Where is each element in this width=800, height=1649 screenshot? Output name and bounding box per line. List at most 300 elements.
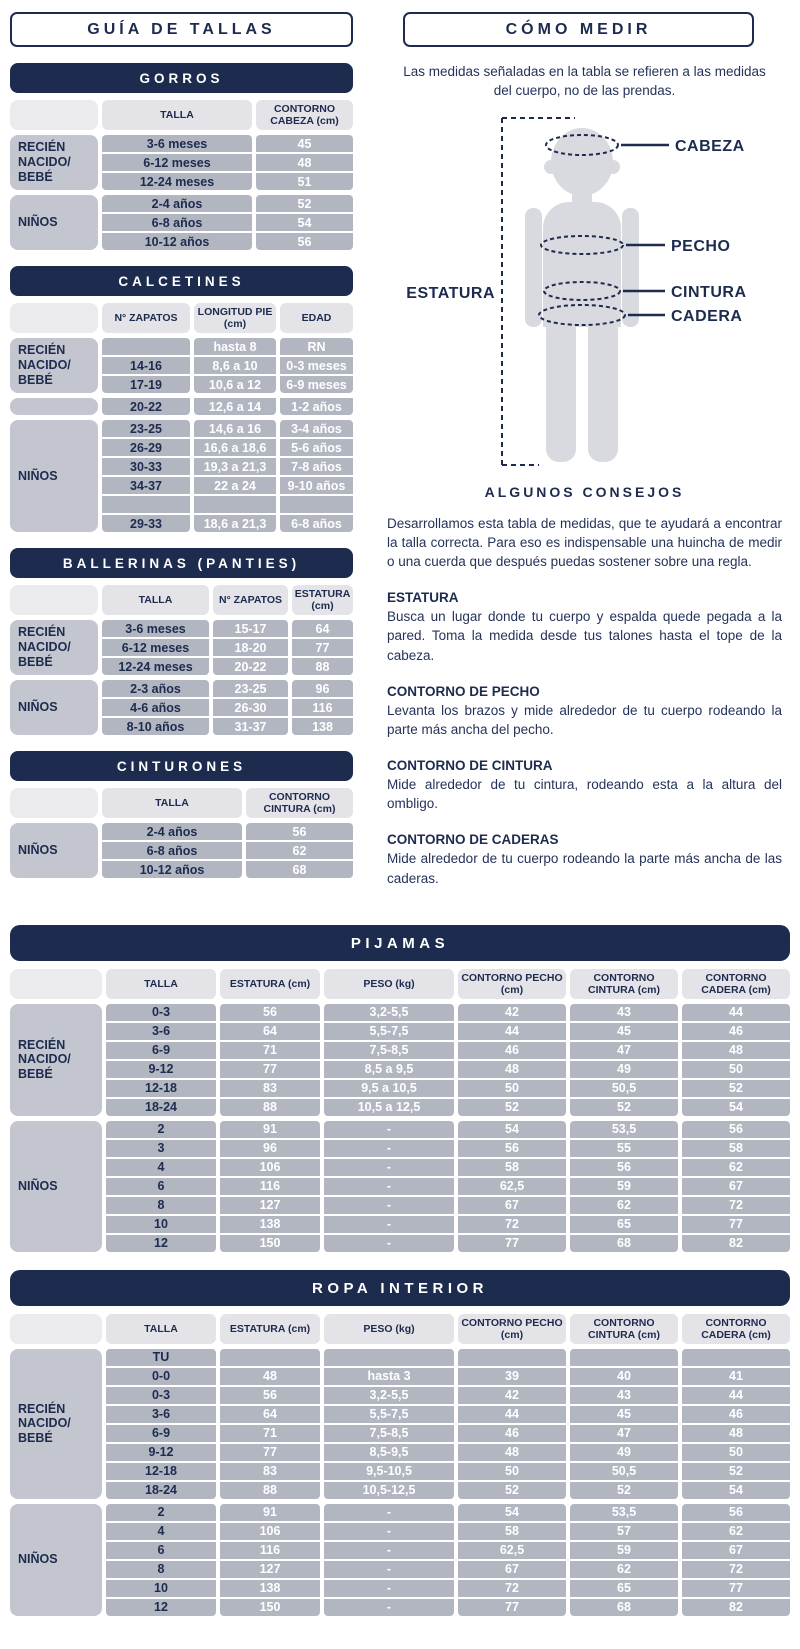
table-cell: 4-6 años <box>102 699 209 716</box>
section-title-pijamas: PIJAMAS <box>10 925 790 961</box>
table-cell: 71 <box>220 1042 320 1059</box>
table-cell: 34-37 <box>102 477 190 494</box>
table-cell: 68 <box>570 1235 678 1252</box>
table-cell: 48 <box>256 154 353 171</box>
table-cell: 7,5-8,5 <box>324 1425 454 1442</box>
table-row <box>106 1140 790 1157</box>
table-cell: 26-30 <box>213 699 288 716</box>
table-header-row <box>10 585 353 615</box>
table-cell: 0-3 <box>106 1004 216 1021</box>
table-cell: 10 <box>106 1580 216 1597</box>
row-group <box>10 1349 790 1499</box>
table-cell: 72 <box>458 1216 566 1233</box>
corner-cell <box>10 969 102 999</box>
column-header: N° ZAPATOS <box>102 303 190 333</box>
section-title-ropa: ROPA INTERIOR <box>10 1270 790 1306</box>
top-section <box>10 12 790 907</box>
table-row <box>102 338 353 355</box>
table-cell: 55 <box>570 1140 678 1157</box>
table-cell: 10,5 a 12,5 <box>324 1099 454 1116</box>
tip-heading: ESTATURA <box>387 590 459 606</box>
row-group <box>10 398 353 415</box>
table-cell: 88 <box>220 1099 320 1116</box>
table-cell: 50 <box>682 1444 790 1461</box>
table-cell: 9-12 <box>106 1444 216 1461</box>
table-cell: 56 <box>570 1159 678 1176</box>
table-cell: 88 <box>220 1482 320 1499</box>
table-cell: 45 <box>570 1023 678 1040</box>
table-cell: 19,3 a 21,3 <box>194 458 276 475</box>
table-cell: 6-9 <box>106 1425 216 1442</box>
table-cell: 91 <box>220 1504 320 1521</box>
table-cell: 6 <box>106 1178 216 1195</box>
table-cell: 65 <box>570 1580 678 1597</box>
table-cell: 31-37 <box>213 718 288 735</box>
table-row <box>106 1368 790 1385</box>
table-cell: 72 <box>682 1197 790 1214</box>
table-cell: 9-12 <box>106 1061 216 1078</box>
table-cell: - <box>324 1561 454 1578</box>
how-to-measure-title: CÓMO MEDIR <box>403 12 754 47</box>
table-cell: 12,6 a 14 <box>194 398 276 415</box>
table-cell: 116 <box>220 1542 320 1559</box>
table-header-row <box>10 788 353 818</box>
table-cell: 77 <box>458 1599 566 1616</box>
table-cell: 42 <box>458 1004 566 1021</box>
table-cell: 2-3 años <box>102 680 209 697</box>
size-table-ropa-interior <box>10 1270 790 1616</box>
table-cell: 91 <box>220 1121 320 1138</box>
table-cell: - <box>324 1542 454 1559</box>
tip-body: Levanta los brazos y mide alrededor de tu cuerpo rodeando la parte más ancha del pecho. <box>387 702 782 737</box>
column-header: PESO (kg) <box>324 969 454 999</box>
table-cell: 7-8 años <box>280 458 353 475</box>
table-cell: 52 <box>458 1482 566 1499</box>
table-cell: 50 <box>458 1080 566 1097</box>
corner-cell <box>10 1314 102 1344</box>
table-header-row <box>10 1314 790 1344</box>
cintura-label: CINTURA <box>671 283 747 301</box>
table-cell: 17-19 <box>102 376 190 393</box>
table-cell: 83 <box>220 1080 320 1097</box>
table-cell: 54 <box>682 1482 790 1499</box>
table-row <box>106 1080 790 1097</box>
table-cell: 5-6 años <box>280 439 353 456</box>
table-cell: 54 <box>458 1504 566 1521</box>
column-header: ESTATURA (cm) <box>220 969 320 999</box>
group-rows <box>102 195 353 250</box>
table-row <box>106 1121 790 1138</box>
table-cell <box>220 1349 320 1366</box>
table-cell: 14,6 a 16 <box>194 420 276 437</box>
table-cell: 6-12 meses <box>102 639 209 656</box>
table-cell: 3-6 meses <box>102 620 209 637</box>
table-cell: 67 <box>458 1197 566 1214</box>
table-row <box>102 639 353 656</box>
table-cell: 64 <box>292 620 353 637</box>
table-cell: 56 <box>256 233 353 250</box>
table-cell: 10,6 a 12 <box>194 376 276 393</box>
table-cell: 77 <box>220 1061 320 1078</box>
table-cell: 150 <box>220 1599 320 1616</box>
table-row <box>106 1561 790 1578</box>
size-table-calcetines <box>10 266 353 532</box>
table-row <box>106 1523 790 1540</box>
table-cell: 50,5 <box>570 1080 678 1097</box>
table-cell: 0-0 <box>106 1368 216 1385</box>
table-cell: 48 <box>458 1444 566 1461</box>
table-cell: 53,5 <box>570 1504 678 1521</box>
column-headers <box>102 100 353 130</box>
column-header: TALLA <box>102 788 242 818</box>
table-cell: 50,5 <box>570 1463 678 1480</box>
corner-cell <box>10 303 98 333</box>
row-group-label <box>10 398 98 415</box>
row-group <box>10 823 353 878</box>
table-cell: 54 <box>682 1099 790 1116</box>
column-header: EDAD <box>280 303 353 333</box>
table-cell: 18-24 <box>106 1482 216 1499</box>
table-cell: 46 <box>682 1023 790 1040</box>
table-row <box>102 154 353 171</box>
column-header: CONTORNO CINTURA (cm) <box>246 788 353 818</box>
table-cell: 52 <box>570 1099 678 1116</box>
table-row <box>106 1444 790 1461</box>
table-cell: 106 <box>220 1159 320 1176</box>
row-group-label: NIÑOS <box>10 680 98 735</box>
table-cell: 62 <box>570 1197 678 1214</box>
table-row <box>106 1463 790 1480</box>
table-cell <box>458 1349 566 1366</box>
table-cell: 56 <box>682 1504 790 1521</box>
group-rows <box>106 1504 790 1616</box>
column-headers <box>106 1314 790 1344</box>
column-header: ESTATURA (cm) <box>292 585 353 615</box>
table-cell: 72 <box>458 1580 566 1597</box>
table-cell: 51 <box>256 173 353 190</box>
table-cell: 30-33 <box>102 458 190 475</box>
table-cell: 64 <box>220 1406 320 1423</box>
table-cell: 40 <box>570 1368 678 1385</box>
table-cell: 46 <box>682 1406 790 1423</box>
group-rows <box>102 420 353 532</box>
table-cell: 58 <box>458 1159 566 1176</box>
table-cell: 57 <box>570 1523 678 1540</box>
table-cell: 58 <box>682 1140 790 1157</box>
table-cell: 5,5-7,5 <box>324 1406 454 1423</box>
table-cell: 62 <box>570 1561 678 1578</box>
table-row <box>106 1349 790 1366</box>
table-row <box>106 1599 790 1616</box>
table-cell: 82 <box>682 1235 790 1252</box>
pecho-label: PECHO <box>671 237 731 255</box>
table-cell: 96 <box>220 1140 320 1157</box>
table-cell: 3,2-5,5 <box>324 1004 454 1021</box>
row-group <box>10 338 353 393</box>
column-header: CONTORNO CABEZA (cm) <box>256 100 353 130</box>
table-row <box>102 135 353 152</box>
table-cell: 77 <box>292 639 353 656</box>
table-cell: 4 <box>106 1523 216 1540</box>
table-cell: 56 <box>220 1004 320 1021</box>
table-row <box>106 1042 790 1059</box>
corner-cell <box>10 585 98 615</box>
table-cell: 9-10 años <box>280 477 353 494</box>
table-header-row <box>10 969 790 999</box>
column-headers <box>106 969 790 999</box>
group-rows <box>102 823 353 878</box>
tip-contorno-cintura <box>387 758 782 813</box>
table-cell: - <box>324 1580 454 1597</box>
table-cell <box>682 1349 790 1366</box>
table-cell: 48 <box>458 1061 566 1078</box>
table-cell: 68 <box>246 861 353 878</box>
table-cell: 138 <box>220 1216 320 1233</box>
table-cell: 12 <box>106 1599 216 1616</box>
table-cell: 48 <box>682 1425 790 1442</box>
row-group-label: RECIÉN NACIDO/ BEBÉ <box>10 135 98 190</box>
table-cell: hasta 8 <box>194 338 276 355</box>
table-row <box>106 1482 790 1499</box>
table-cell: 10-12 años <box>102 861 242 878</box>
table-cell: 138 <box>220 1580 320 1597</box>
left-column <box>10 12 353 907</box>
table-cell: 20-22 <box>102 398 190 415</box>
table-cell: - <box>324 1523 454 1540</box>
row-group-label: NIÑOS <box>10 1504 102 1616</box>
table-cell: 77 <box>682 1216 790 1233</box>
group-rows <box>102 680 353 735</box>
table-row <box>106 1387 790 1404</box>
column-header: ESTATURA (cm) <box>220 1314 320 1344</box>
table-cell: 29-33 <box>102 515 190 532</box>
table-cell: 127 <box>220 1561 320 1578</box>
tip-contorno-caderas <box>387 832 782 887</box>
table-row <box>102 718 353 735</box>
size-table-gorros <box>10 63 353 250</box>
row-group-label: NIÑOS <box>10 420 98 532</box>
table-cell: 67 <box>458 1561 566 1578</box>
tip-heading: CONTORNO DE PECHO <box>387 683 540 699</box>
table-cell: 52 <box>256 195 353 212</box>
table-cell: 8,5-9,5 <box>324 1444 454 1461</box>
row-group <box>10 1504 790 1616</box>
group-rows <box>102 338 353 393</box>
table-cell: 12-24 meses <box>102 173 252 190</box>
row-group-label: NIÑOS <box>10 1121 102 1252</box>
row-group <box>10 1004 790 1116</box>
table-cell: TU <box>106 1349 216 1366</box>
table-row <box>102 477 353 494</box>
tip-contorno-pecho <box>387 684 782 739</box>
table-cell: 16,6 a 18,6 <box>194 439 276 456</box>
column-header: PESO (kg) <box>324 1314 454 1344</box>
estatura-label: ESTATURA <box>406 284 495 302</box>
table-cell: 46 <box>458 1042 566 1059</box>
table-cell: 77 <box>458 1235 566 1252</box>
row-group-label: NIÑOS <box>10 195 98 250</box>
table-cell: 72 <box>682 1561 790 1578</box>
group-rows <box>102 620 353 675</box>
table-cell: 12 <box>106 1235 216 1252</box>
table-cell: RN <box>280 338 353 355</box>
table-row <box>102 376 353 393</box>
table-cell: 54 <box>458 1121 566 1138</box>
table-cell: 48 <box>682 1042 790 1059</box>
table-cell: 62 <box>682 1159 790 1176</box>
table-cell: 3-6 meses <box>102 135 252 152</box>
how-to-measure-column <box>387 12 800 907</box>
row-group <box>10 680 353 735</box>
group-rows <box>106 1121 790 1252</box>
table-row <box>102 439 353 456</box>
table-row <box>106 1542 790 1559</box>
table-row <box>102 214 353 231</box>
tip-body: Mide alrededor de tu cintura, rodeando esta a la altura del ombligo. <box>387 777 782 812</box>
column-header: TALLA <box>102 585 209 615</box>
table-cell: 6-12 meses <box>102 154 252 171</box>
row-group-label: RECIÉN NACIDO/ BEBÉ <box>10 620 98 675</box>
table-cell: 8-10 años <box>102 718 209 735</box>
table-cell: 62 <box>682 1523 790 1540</box>
tip-heading: CONTORNO DE CINTURA <box>387 758 553 774</box>
table-cell: 77 <box>220 1444 320 1461</box>
measure-intro-text: Las medidas señaladas en la tabla se refieren a las medidas del cuerpo, no de las prendas. <box>403 64 766 98</box>
table-cell <box>194 496 276 513</box>
table-row <box>102 496 353 513</box>
table-cell: 64 <box>220 1023 320 1040</box>
table-cell: 52 <box>682 1463 790 1480</box>
table-cell: 10-12 años <box>102 233 252 250</box>
table-cell: 1-2 años <box>280 398 353 415</box>
table-cell: 52 <box>682 1080 790 1097</box>
table-cell: 138 <box>292 718 353 735</box>
guide-title: GUÍA DE TALLAS <box>10 12 353 47</box>
child-silhouette-figure <box>397 105 782 473</box>
size-table-cinturones <box>10 751 353 878</box>
table-cell: 42 <box>458 1387 566 1404</box>
table-cell: 2-4 años <box>102 823 242 840</box>
table-cell: 12-18 <box>106 1080 216 1097</box>
table-cell: 9,5 a 10,5 <box>324 1080 454 1097</box>
column-header: CONTORNO CINTURA (cm) <box>570 1314 678 1344</box>
table-row <box>102 823 353 840</box>
section-title-cinturones: CINTURONES <box>10 751 353 781</box>
table-cell: 56 <box>246 823 353 840</box>
table-cell: - <box>324 1121 454 1138</box>
table-cell: 48 <box>220 1368 320 1385</box>
row-group-label: NIÑOS <box>10 823 98 878</box>
column-header: TALLA <box>102 100 252 130</box>
tip-body: Busca un lugar donde tu cuerpo y espalda quede pegada a la pared. Toma la medida desde tus talones hasta el tope de la cabeza. <box>387 609 782 663</box>
table-cell: 127 <box>220 1197 320 1214</box>
table-cell: 23-25 <box>102 420 190 437</box>
table-header-row <box>10 303 353 333</box>
table-row <box>106 1099 790 1116</box>
column-header: CONTORNO PECHO (cm) <box>458 969 566 999</box>
table-cell: 56 <box>220 1387 320 1404</box>
table-cell: 44 <box>458 1023 566 1040</box>
column-headers <box>102 585 353 615</box>
table-cell: 68 <box>570 1599 678 1616</box>
corner-cell <box>10 100 98 130</box>
column-header: TALLA <box>106 1314 216 1344</box>
table-cell: 150 <box>220 1235 320 1252</box>
table-cell <box>102 338 190 355</box>
table-cell: 49 <box>570 1444 678 1461</box>
column-header: CONTORNO CADERA (cm) <box>682 1314 790 1344</box>
cabeza-label: CABEZA <box>675 137 745 155</box>
table-cell: - <box>324 1235 454 1252</box>
table-row <box>106 1197 790 1214</box>
table-row <box>106 1235 790 1252</box>
table-cell: 62,5 <box>458 1178 566 1195</box>
table-cell: 20-22 <box>213 658 288 675</box>
table-cell: 10 <box>106 1216 216 1233</box>
table-cell: 3 <box>106 1140 216 1157</box>
table-cell: - <box>324 1216 454 1233</box>
tips-title: ALGUNOS CONSEJOS <box>484 483 685 500</box>
column-headers <box>102 788 353 818</box>
table-cell: - <box>324 1178 454 1195</box>
table-cell: 45 <box>570 1406 678 1423</box>
table-cell: 3,2-5,5 <box>324 1387 454 1404</box>
table-cell: 77 <box>682 1580 790 1597</box>
table-row <box>102 658 353 675</box>
table-cell: 59 <box>570 1542 678 1559</box>
table-cell: 41 <box>682 1368 790 1385</box>
table-cell: 59 <box>570 1178 678 1195</box>
table-cell: 67 <box>682 1542 790 1559</box>
table-cell: 62,5 <box>458 1542 566 1559</box>
table-row <box>102 233 353 250</box>
column-header: CONTORNO CADERA (cm) <box>682 969 790 999</box>
column-headers <box>102 303 353 333</box>
table-cell: 6-9 <box>106 1042 216 1059</box>
size-table-pijamas <box>10 925 790 1252</box>
column-header: N° ZAPATOS <box>213 585 288 615</box>
table-cell: 56 <box>682 1121 790 1138</box>
table-cell: 46 <box>458 1425 566 1442</box>
table-cell: 6-8 años <box>102 214 252 231</box>
table-cell: 15-17 <box>213 620 288 637</box>
silhouette-shapes <box>525 128 639 462</box>
table-cell: 39 <box>458 1368 566 1385</box>
table-cell: 71 <box>220 1425 320 1442</box>
table-row <box>102 680 353 697</box>
table-cell: 58 <box>458 1523 566 1540</box>
table-cell: 44 <box>458 1406 566 1423</box>
row-group <box>10 620 353 675</box>
tips-intro: Desarrollamos esta tabla de medidas, que te ayudará a encontrar la talla correcta. Para eso es indispensable una huincha de medir o una cuerda que después puedas sostener sobre una regla. <box>387 515 782 570</box>
corner-cell <box>10 788 98 818</box>
tip-heading: CONTORNO DE CADERAS <box>387 832 559 848</box>
table-cell: 4 <box>106 1159 216 1176</box>
table-cell: 52 <box>570 1482 678 1499</box>
table-cell: 0-3 <box>106 1387 216 1404</box>
section-title-ballerinas: BALLERINAS (PANTIES) <box>10 548 353 578</box>
table-cell: 8 <box>106 1197 216 1214</box>
table-cell: 10,5-12,5 <box>324 1482 454 1499</box>
table-cell: 44 <box>682 1387 790 1404</box>
table-cell: 50 <box>458 1463 566 1480</box>
table-row <box>102 458 353 475</box>
tip-estatura <box>387 590 782 664</box>
section-title-calcetines: CALCETINES <box>10 266 353 296</box>
table-cell: 23-25 <box>213 680 288 697</box>
table-cell: - <box>324 1504 454 1521</box>
table-row <box>102 699 353 716</box>
